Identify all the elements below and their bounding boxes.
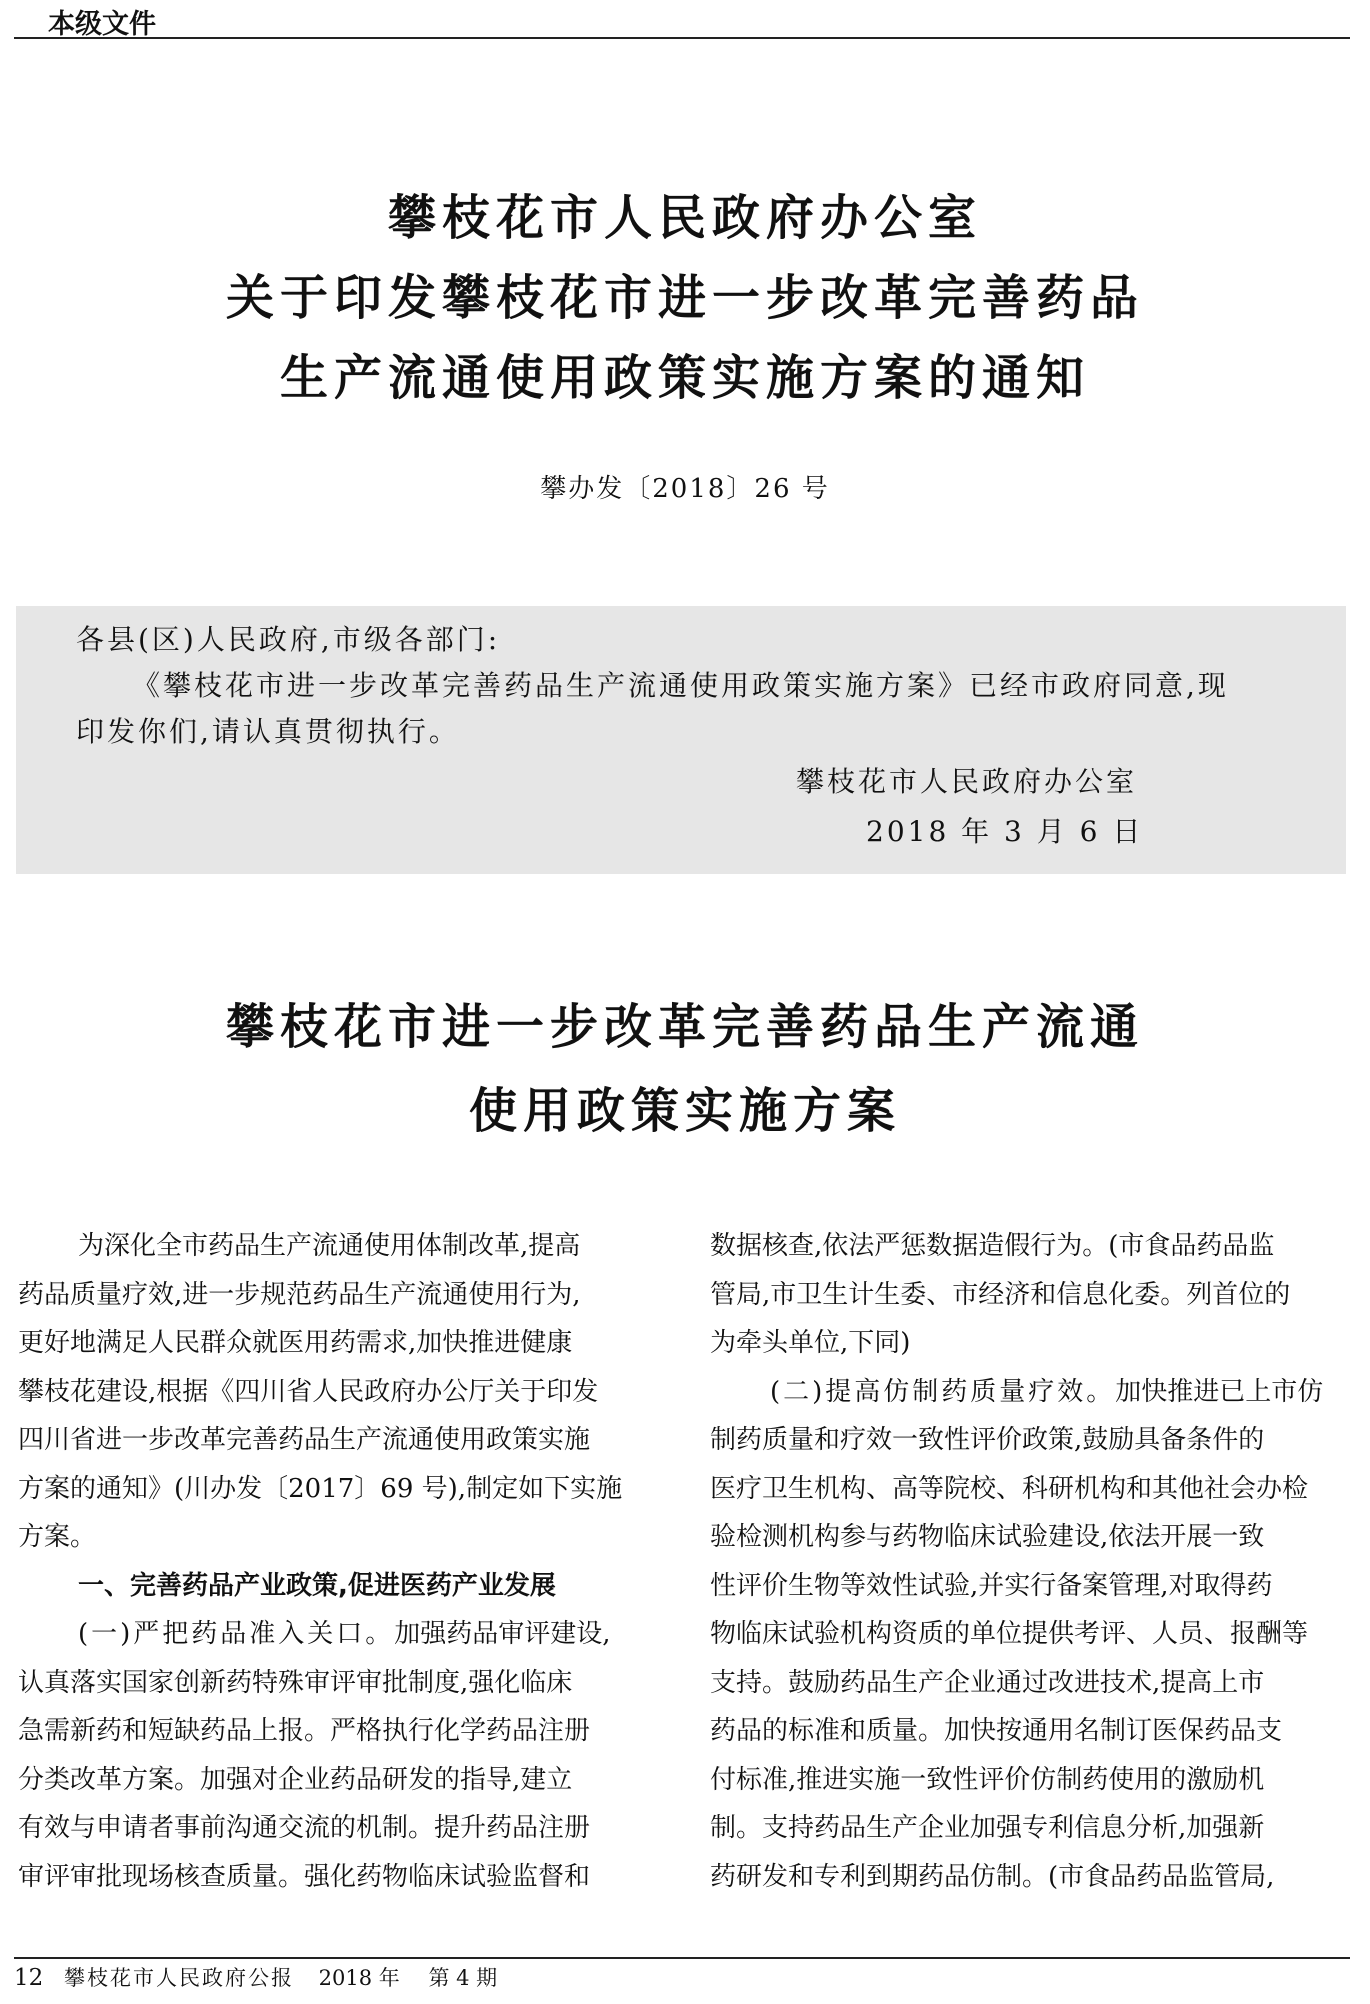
item-subtitle: (二)提高仿制药质量疗效。 [770,1376,1116,1407]
paragraph-line: 医疗卫生机构、高等院校、科研机构和其他社会办检 [710,1473,1309,1504]
letter-body-line: 印发你们,请认真贯彻执行。 [76,715,460,748]
paragraph-line: 药研发和专利到期药品仿制。(市食品药品监管局, [710,1861,1275,1892]
plan-title-line: 攀枝花市进一步改革完善药品生产流通 [225,999,1144,1055]
paragraph-line: 物临床试验机构资质的单位提供考评、人员、报酬等 [710,1619,1309,1649]
section-label: 本级文件 [48,9,156,40]
paragraph-line: 管局,市卫生计生委、市经济和信息化委。列首位的 [710,1279,1291,1310]
paragraph-line: 审评审批现场核查质量。强化药物临床试验监督和 [18,1861,591,1892]
letter-signature: 攀枝花市人民政府办公室 [796,765,1138,798]
paragraph-line: 有效与申请者事前沟通交流的机制。提升药品注册 [18,1813,591,1843]
paragraph-line: 方案的通知》(川办发〔2017〕69 号),制定如下实施 [18,1473,623,1504]
publication-name: 攀枝花市人民政府公报 [63,1966,294,1990]
paragraph-line: 为牵头单位,下同) [710,1328,911,1358]
paragraph-line: 支持。鼓励药品生产企业通过改进技术,提高上市 [710,1667,1265,1698]
paragraph-line: 方案。 [18,1522,97,1552]
paragraph-line: 药品的标准和质量。加快按通用名制订医保药品支 [710,1716,1283,1746]
notice-title [0,178,1370,418]
item-line [18,1610,658,1659]
notice-title-line: 生产流通使用政策实施方案的通知 [279,350,1090,406]
footer-rule [14,1957,1350,1959]
document-number: 攀办发〔2018〕26 号 [540,474,830,504]
page-footer [14,1962,497,1992]
paragraph-line: 性评价生物等效性试验,并实行备案管理,对取得药 [710,1570,1273,1601]
item-line [710,1368,1350,1417]
paragraph-line: 为深化全市药品生产流通使用体制改革,提高 [78,1231,581,1261]
letter-date: 2018 年 3 月 6 日 [866,815,1144,848]
publication-issue: 第 4 期 [428,1966,498,1990]
paragraph-line: 验检测机构参与药物临床试验建设,依法开展一致 [710,1522,1265,1552]
paragraph-line: 认真落实国家创新药特殊审评审批制度,强化临床 [18,1667,573,1698]
notice-letter-box [16,606,1346,874]
paragraph-line: 攀枝花建设,根据《四川省人民政府办公厅关于印发 [18,1376,599,1407]
notice-title-line: 攀枝花市人民政府办公室 [387,190,982,246]
letter-body-line: 《攀枝花市进一步改革完善药品生产流通使用政策实施方案》已经市政府同意,现 [132,669,1229,702]
left-column [18,1222,658,1901]
plan-title-line: 使用政策实施方案 [468,1083,901,1139]
paragraph-line: 四川省进一步改革完善药品生产流通使用政策实施 [18,1425,591,1455]
publication-year: 2018 年 [318,1966,400,1990]
paragraph-line: 付标准,推进实施一致性评价仿制药使用的激励机 [710,1764,1265,1795]
letter-salutation: 各县(区)人民政府,市级各部门: [76,623,501,656]
paragraph-line: 急需新药和短缺药品上报。严格执行化学药品注册 [18,1716,591,1746]
header-rule [14,37,1350,39]
paragraph-line: 制。支持药品生产企业加强专利信息分析,加强新 [710,1813,1265,1843]
section-heading: 一、完善药品产业政策,促进医药产业发展 [78,1570,556,1601]
right-column [710,1222,1350,1901]
paragraph-line: 制药质量和疗效一致性评价政策,鼓励具备条件的 [710,1425,1265,1455]
paragraph-line: 数据核查,依法严惩数据造假行为。(市食品药品监 [710,1231,1275,1261]
plan-title [0,985,1370,1153]
item-text: 加强药品审评建设, [394,1619,611,1649]
item-text: 加快推进已上市仿 [1115,1376,1324,1407]
notice-title-line: 关于印发攀枝花市进一步改革完善药品 [225,270,1144,326]
page-number: 12 [14,1965,44,1991]
paragraph-line: 分类改革方案。加强对企业药品研发的指导,建立 [18,1764,573,1795]
paragraph-line: 更好地满足人民群众就医用药需求,加快推进健康 [18,1328,573,1358]
item-subtitle: (一)严把药品准入关口。 [78,1619,395,1649]
paragraph-line: 药品质量疗效,进一步规范药品生产流通使用行为, [18,1279,581,1310]
